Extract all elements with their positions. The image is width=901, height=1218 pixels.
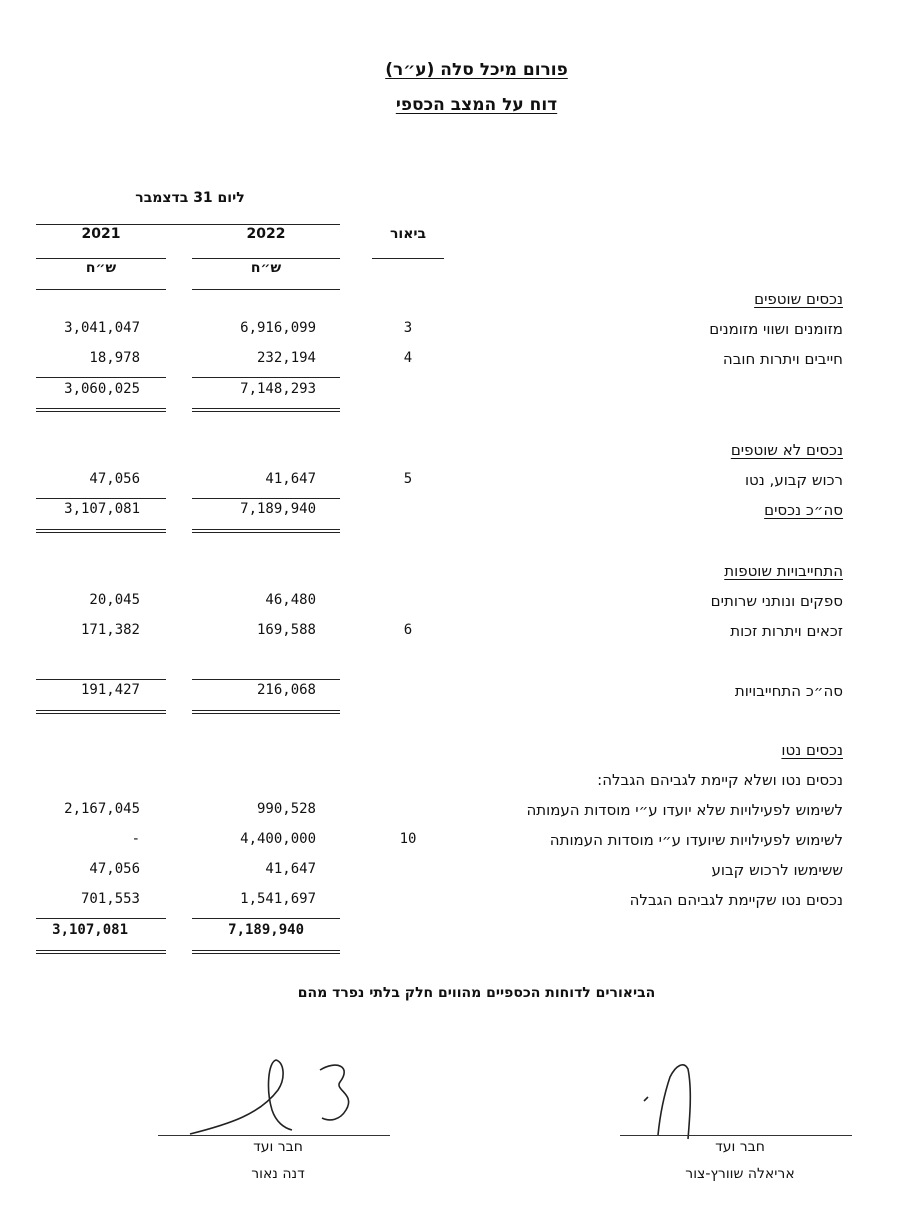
subtotal-rule-2021: [36, 377, 166, 378]
row-value-2022: 169,588: [256, 622, 316, 638]
report-org-title: פורום מיכל סלה (ע״ר): [385, 60, 568, 80]
row-note: 10: [399, 831, 417, 847]
total-double-rule-2022: [192, 710, 340, 714]
signature-right-role: חבר ועד: [715, 1139, 765, 1155]
row-label: לשימוש לפעילויות שלא יועדו ע״י מוסדות העמותה: [526, 801, 843, 819]
total-assets-2021: 3,107,081: [64, 501, 140, 517]
footer-note: הביאורים לדוחות הכספיים מהווים חלק בלתי נפרד מהם: [297, 985, 656, 1001]
row-note: 5: [403, 471, 413, 487]
row-note: 4: [403, 350, 413, 366]
total-double-rule-2022: [192, 950, 340, 954]
total-liabilities-label: סה״כ התחייבויות: [734, 682, 843, 700]
non-current-assets-title: נכסים לא שוטפים: [730, 441, 843, 459]
row-label: ששימשו לרכוש קבוע: [711, 861, 843, 879]
currency-2021-rule: [36, 289, 166, 290]
year-2021-header: 2021: [81, 226, 121, 242]
row-label: זכאים ויתרות זכות: [730, 622, 843, 640]
signature-right-scribble: [630, 1055, 720, 1145]
row-label: נכסים נטו שקיימת לגביהם הגבלה: [629, 891, 843, 909]
subtotal-rule-2021: [36, 498, 166, 499]
row-label: מזומנים ושווי מזומנים: [709, 320, 843, 338]
subtotal-rule-2021: [36, 918, 166, 919]
net-assets-total-2022: 7,189,940: [228, 922, 304, 938]
row-note: 3: [403, 320, 413, 336]
row-value-2021: 2,167,045: [64, 801, 140, 817]
row-label: חייבים ויתרות חובה: [722, 350, 843, 368]
subtotal-rule-2022: [192, 498, 340, 499]
report-title: דוח על המצב הכספי: [395, 95, 558, 115]
current-assets-total-2022: 7,148,293: [240, 381, 316, 397]
net-assets-total-2021: 3,107,081: [52, 922, 128, 938]
row-label: רכוש קבוע, נטו: [744, 471, 843, 489]
row-value-2022: 6,916,099: [240, 320, 316, 336]
net-assets-intro: נכסים נטו ושלא קיימת לגביהם הגבלה:: [597, 771, 843, 789]
row-label: ספקים ונותני שרותים: [710, 592, 843, 610]
subtotal-rule-2021: [36, 679, 166, 680]
row-value-2022: 4,400,000: [240, 831, 316, 847]
signature-left-role: חבר ועד: [253, 1139, 303, 1155]
total-assets-2022: 7,189,940: [240, 501, 316, 517]
row-value-2022: 1,541,697: [240, 891, 316, 907]
row-value-2021: -: [131, 831, 140, 847]
row-value-2022: 46,480: [265, 592, 316, 608]
signature-right-line: [620, 1135, 852, 1136]
total-double-rule-2022: [192, 529, 340, 533]
row-value-2022: 41,647: [265, 471, 316, 487]
subtotal-rule-2022: [192, 377, 340, 378]
row-value-2021: 47,056: [89, 471, 140, 487]
total-double-rule-2021: [36, 950, 166, 954]
net-assets-title: נכסים נטו: [781, 741, 843, 759]
signature-left-name: דנה נאור: [251, 1166, 305, 1182]
signature-left-line: [158, 1135, 390, 1136]
total-liabilities-2021: 191,427: [80, 682, 140, 698]
row-value-2021: 3,041,047: [64, 320, 140, 336]
note-header: ביאור: [389, 226, 427, 242]
total-assets-label: סה״כ נכסים: [764, 501, 843, 519]
subtotal-rule-2022: [192, 679, 340, 680]
total-double-rule-2021: [36, 529, 166, 533]
year-2022-header: 2022: [246, 226, 286, 242]
subtotal-rule-2022: [192, 918, 340, 919]
row-value-2022: 232,194: [256, 350, 316, 366]
row-value-2021: 47,056: [89, 861, 140, 877]
total-double-rule-2021: [36, 710, 166, 714]
row-note: 6: [403, 622, 413, 638]
row-value-2021: 20,045: [89, 592, 140, 608]
total-double-rule-2022: [192, 408, 340, 412]
currency-2022: ש״ח: [250, 260, 282, 276]
row-label: לשימוש לפעילויות שיועדו ע״י מוסדות העמותה: [549, 831, 843, 849]
year-2021-rule: [36, 258, 166, 259]
row-value-2021: 701,553: [80, 891, 140, 907]
date-header: ליום 31 בדצמבר: [135, 190, 245, 206]
current-assets-title: נכסים שוטפים: [754, 290, 843, 308]
currency-2022-rule: [192, 289, 340, 290]
row-value-2022: 990,528: [256, 801, 316, 817]
current-assets-total-2021: 3,060,025: [64, 381, 140, 397]
note-header-rule: [372, 258, 444, 259]
total-liabilities-2022: 216,068: [256, 682, 316, 698]
current-liabilities-title: התחייבויות שוטפות: [724, 562, 843, 580]
signature-right-name: אריאלה שוורץ-צור: [685, 1166, 795, 1182]
year-2022-rule: [192, 258, 340, 259]
row-value-2021: 18,978: [89, 350, 140, 366]
row-value-2021: 171,382: [80, 622, 140, 638]
signature-left-scribble: [180, 1050, 380, 1140]
currency-2021: ש״ח: [85, 260, 117, 276]
total-double-rule-2021: [36, 408, 166, 412]
date-header-rule: [36, 224, 340, 225]
row-value-2022: 41,647: [265, 861, 316, 877]
